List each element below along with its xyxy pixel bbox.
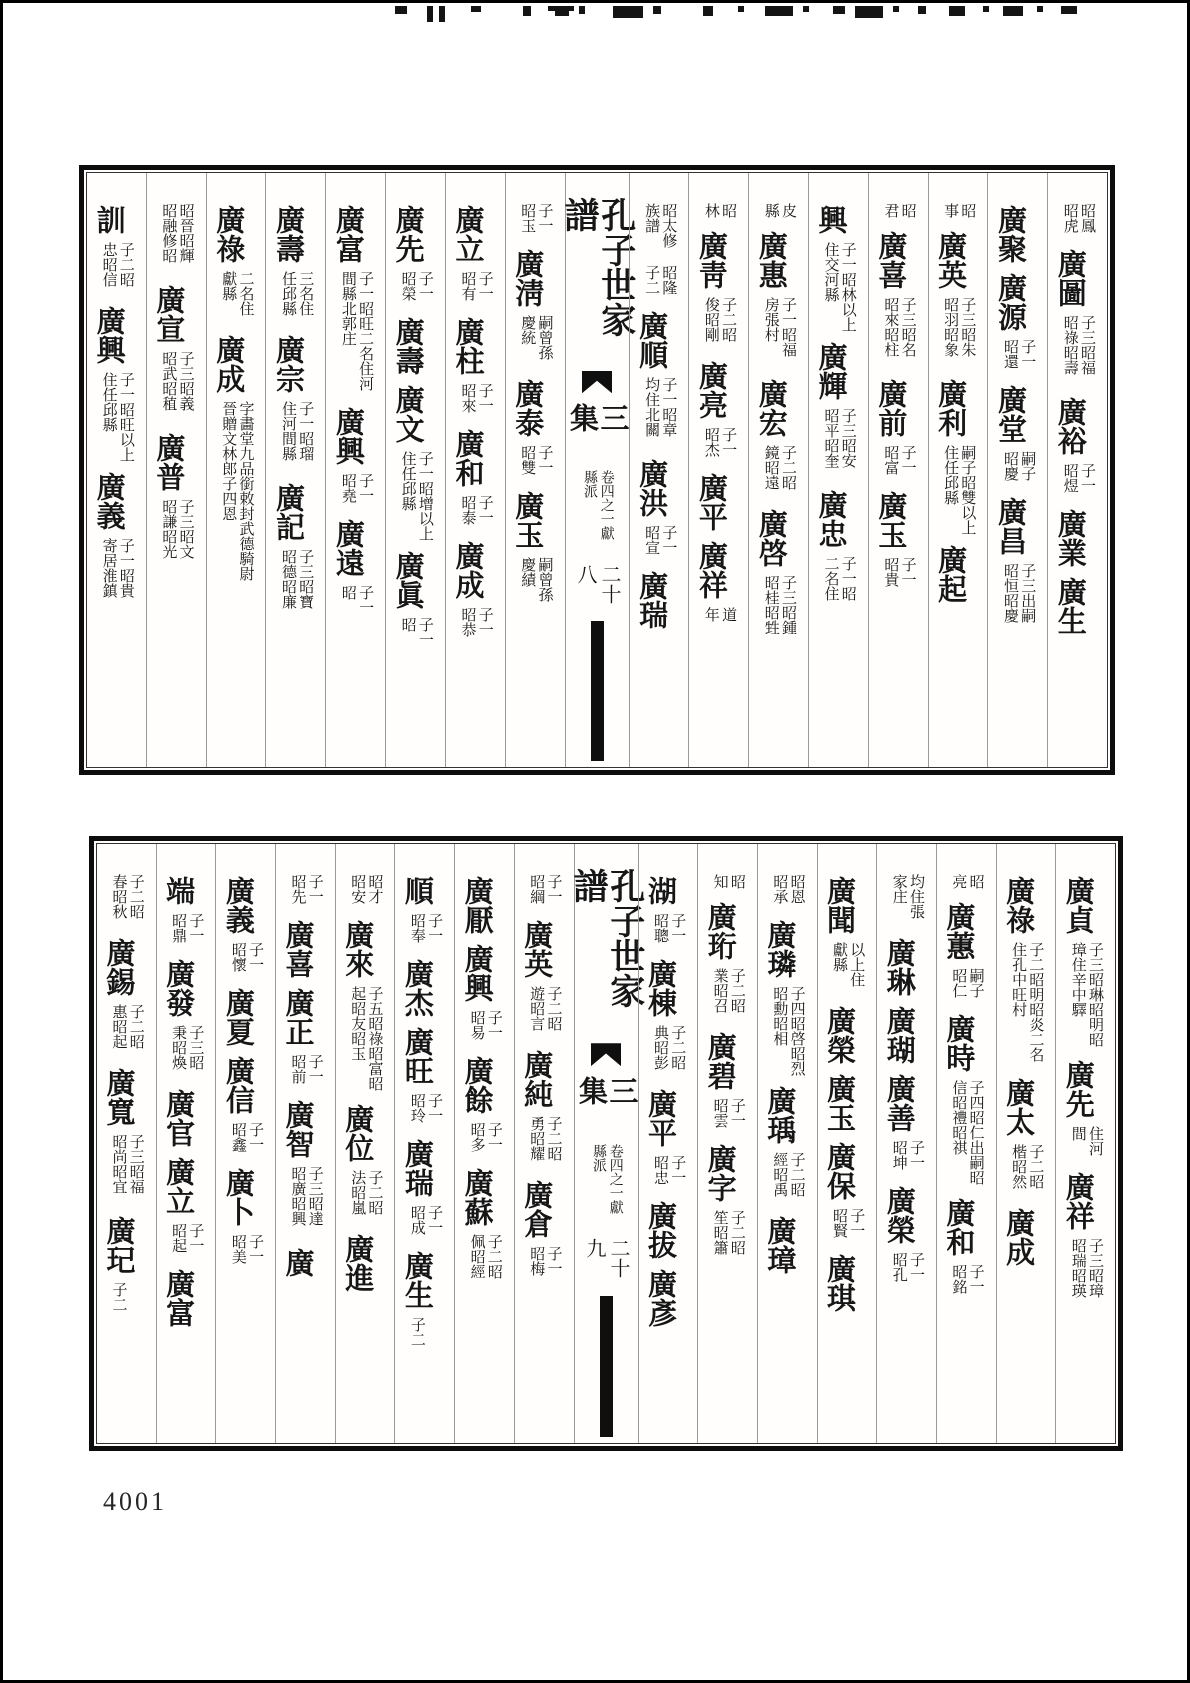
person-name: 廣瑞 bbox=[635, 571, 668, 629]
annotation: 子一昭玲 bbox=[408, 1093, 443, 1123]
annotation: 子一昭貴 bbox=[882, 557, 916, 587]
person-name: 廣太 bbox=[1002, 1078, 1035, 1136]
annotation: 子二昭遊昭言 bbox=[528, 986, 562, 1031]
annotation: 子一昭起 bbox=[170, 1223, 204, 1253]
ink-fragment bbox=[893, 6, 899, 12]
person-name: 廣輝 bbox=[814, 342, 847, 400]
person-name: 廣眞 bbox=[391, 551, 424, 609]
person-name: 廣平 bbox=[694, 473, 727, 531]
person-name: 廣珩 bbox=[703, 902, 736, 960]
annotation: 子三昭義昭武昭稙 bbox=[160, 351, 194, 411]
annotation: 子二昭鏡昭遠 bbox=[762, 445, 796, 490]
ink-fragment bbox=[949, 6, 965, 16]
ink-fragment bbox=[427, 6, 433, 22]
genealogy-column bbox=[394, 844, 454, 1443]
annotation: 子二昭明昭炎二名住孔中旺村 bbox=[1010, 942, 1044, 1062]
annotation: 子二昭業昭召 bbox=[711, 968, 745, 1013]
ink-fragment bbox=[703, 6, 713, 16]
person-name: 湖 bbox=[643, 876, 676, 905]
person-name: 廣善 bbox=[882, 1074, 915, 1132]
person-name: 廣信 bbox=[221, 1056, 254, 1114]
annotation: 子二昭佩昭經 bbox=[468, 1234, 502, 1279]
annotation: 子一昭宣 bbox=[643, 525, 677, 555]
annotation: 子一昭賢 bbox=[831, 1208, 865, 1238]
person-name: 廣瑀 bbox=[763, 1086, 796, 1144]
ink-fragment bbox=[579, 6, 585, 14]
person-name: 廣亮 bbox=[694, 361, 727, 419]
printed-page-number: 4001 bbox=[103, 1487, 167, 1516]
person-name: 廣來 bbox=[341, 920, 374, 978]
annotation: 子一昭多 bbox=[468, 1122, 502, 1152]
genealogy-box-top bbox=[79, 165, 1115, 775]
person-name: 廣生 bbox=[400, 1251, 433, 1309]
genealogy-column bbox=[97, 844, 156, 1443]
annotation: 子二昭笙昭簫 bbox=[711, 1210, 745, 1255]
collection-label: 三集 bbox=[575, 1076, 638, 1106]
ink-fragment bbox=[555, 6, 569, 16]
person-name: 廣瑚 bbox=[882, 1006, 915, 1064]
person-name: 廣拔 bbox=[643, 1201, 676, 1259]
collection-label: 三集 bbox=[566, 403, 629, 433]
person-name: 廣棟 bbox=[643, 959, 676, 1017]
annotation: 以上住獻縣 bbox=[831, 942, 865, 987]
ink-fragment bbox=[855, 6, 883, 18]
person-name: 廣蕙 bbox=[942, 902, 975, 960]
annotation: 昭隆子二 bbox=[643, 265, 677, 295]
person-name: 廣先 bbox=[391, 205, 424, 263]
annotation: 子一昭福房張村 bbox=[762, 297, 796, 357]
annotation: 子二昭楷昭然 bbox=[1010, 1144, 1044, 1189]
annotation: 子一昭美 bbox=[229, 1234, 264, 1264]
person-name: 廣杰 bbox=[400, 959, 433, 1017]
annotation: 子一昭煜 bbox=[1061, 463, 1095, 493]
person-name: 廣和 bbox=[942, 1198, 975, 1256]
person-name: 廣興 bbox=[460, 944, 493, 1002]
annotation: 三名住任邱縣 bbox=[280, 271, 314, 316]
annotation: 子一昭鑫 bbox=[229, 1122, 264, 1152]
genealogy-column bbox=[156, 844, 216, 1443]
person-name: 廣堂 bbox=[993, 385, 1026, 443]
person-name: 廣保 bbox=[823, 1142, 855, 1200]
person-name: 廣宏 bbox=[754, 379, 787, 437]
annotation: 子三昭璋昭瑞昭瑛 bbox=[1069, 1238, 1103, 1298]
annotation: 子二 bbox=[408, 1317, 425, 1347]
genealogy-column bbox=[206, 173, 266, 767]
person-name: 廣泰 bbox=[511, 379, 544, 437]
annotation: 子二昭勇昭耀 bbox=[528, 1116, 562, 1161]
annotation: 子二昭春昭秋 bbox=[110, 874, 144, 919]
person-name: 廣啓 bbox=[754, 509, 787, 567]
person-name: 廣立 bbox=[162, 1157, 195, 1215]
person-name: 端 bbox=[162, 876, 195, 905]
person-name: 廣正 bbox=[281, 988, 314, 1046]
annotation: 嗣子昭仁 bbox=[950, 968, 984, 998]
person-name: 廣成 bbox=[1002, 1208, 1035, 1266]
person-name: 廣餘 bbox=[460, 1056, 493, 1114]
annotation: 子二昭經昭禹 bbox=[771, 1152, 805, 1197]
annotation: 子一昭增以上住任邱縣 bbox=[399, 451, 433, 541]
annotation: 子三昭安昭平昭奎 bbox=[822, 408, 856, 468]
annotation: 皮縣 bbox=[762, 203, 796, 218]
ink-fragment bbox=[983, 6, 989, 12]
genealogy-column bbox=[335, 844, 395, 1443]
person-name: 廣義 bbox=[92, 472, 125, 530]
person-name: 廣碧 bbox=[703, 1032, 736, 1090]
person-name: 廣記 bbox=[272, 483, 304, 541]
annotation: 子一昭還 bbox=[1001, 339, 1036, 369]
person-name: 廣蘇 bbox=[460, 1168, 493, 1226]
annotation: 子一昭旺二名住河間縣北郭庄 bbox=[339, 271, 374, 391]
person-name: 廣喜 bbox=[281, 920, 314, 978]
black-tail-bar bbox=[600, 1296, 613, 1437]
annotation: 嗣子昭慶 bbox=[1001, 451, 1036, 481]
annotation: 子一昭奉 bbox=[408, 913, 443, 943]
person-name: 廣惠 bbox=[754, 231, 787, 289]
annotation: 子一昭梅 bbox=[528, 1246, 562, 1276]
genealogy-grid-top bbox=[86, 172, 1108, 768]
annotation: 子一昭林以上住交河縣 bbox=[822, 242, 856, 332]
person-name: 廣璋 bbox=[763, 1216, 796, 1274]
person-name: 廣忠 bbox=[814, 490, 847, 548]
ink-fragment bbox=[1003, 6, 1023, 16]
person-name: 廣位 bbox=[341, 1104, 374, 1162]
person-name: 廣壽 bbox=[391, 317, 424, 375]
person-name: 廣玉 bbox=[511, 491, 544, 549]
person-name: 廣瑞 bbox=[400, 1139, 433, 1197]
genealogy-column bbox=[936, 844, 996, 1443]
person-name: 廣業 bbox=[1053, 509, 1086, 567]
genealogy-column bbox=[1055, 844, 1115, 1443]
annotation: 子三出嗣昭恒昭慶 bbox=[1001, 563, 1036, 623]
ink-fragment bbox=[395, 6, 407, 14]
annotation: 道年 bbox=[702, 607, 737, 622]
annotation: 子三昭福昭尚昭宜 bbox=[110, 1134, 144, 1194]
person-name: 廣發 bbox=[162, 959, 195, 1017]
annotation: 子一昭貴寄居淮鎮 bbox=[100, 538, 134, 598]
person-name: 廣字 bbox=[703, 1144, 736, 1202]
genealogy-column bbox=[697, 844, 757, 1443]
volume-branch-label: 卷四之一獻縣派 bbox=[591, 1143, 623, 1214]
genealogy-column bbox=[928, 173, 988, 767]
title-column bbox=[560, 173, 636, 767]
person-name: 廣聞 bbox=[823, 876, 855, 934]
ink-fragment bbox=[471, 6, 481, 12]
person-name: 廣榮 bbox=[823, 1006, 855, 1064]
person-name: 廣琳 bbox=[882, 938, 915, 996]
annotation: 昭知 bbox=[711, 874, 745, 889]
person-name: 廣普 bbox=[152, 433, 185, 491]
person-name: 廣靑 bbox=[694, 231, 727, 289]
annotation: 子二昭俊昭剛 bbox=[702, 297, 737, 342]
book-title: 孔子世家譜 bbox=[569, 868, 645, 1008]
person-name: 廣生 bbox=[1053, 577, 1086, 635]
person-name: 廣順 bbox=[635, 311, 668, 369]
annotation: 嗣曾孫慶績 bbox=[519, 557, 553, 602]
genealogy-grid-bottom bbox=[96, 843, 1116, 1444]
annotation: 子三昭達昭廣昭興 bbox=[289, 1166, 323, 1226]
person-name: 廣柱 bbox=[451, 317, 484, 375]
person-name: 廣利 bbox=[934, 379, 967, 437]
ink-fragment bbox=[918, 6, 926, 14]
genealogy-column bbox=[385, 173, 445, 767]
annotation: 字畵堂九品銜敕封武德騎尉晉贈文林郎子四恩 bbox=[220, 401, 254, 581]
annotation: 子三昭秉昭煥 bbox=[170, 1025, 204, 1070]
annotation: 子四昭啓昭烈昭勳昭相 bbox=[771, 986, 805, 1076]
annotation: 子一昭榮 bbox=[399, 271, 433, 301]
annotation: 子一昭雲 bbox=[711, 1098, 745, 1128]
annotation: 昭太修族譜 bbox=[643, 203, 677, 248]
annotation: 昭才昭安 bbox=[349, 874, 383, 904]
person-name: 廣智 bbox=[281, 1100, 314, 1158]
person-name: 廣裕 bbox=[1053, 397, 1086, 455]
genealogy-column bbox=[629, 173, 689, 767]
annotation: 子三昭福昭祿昭壽 bbox=[1061, 315, 1095, 375]
annotation: 子一昭旺以上住任邱縣 bbox=[100, 372, 134, 462]
person-name: 廣倉 bbox=[520, 1180, 553, 1238]
person-name: 廣英 bbox=[520, 920, 553, 978]
folio-number: 二十八 bbox=[574, 564, 620, 605]
annotation: 子三昭朱昭羽昭象 bbox=[942, 297, 976, 357]
person-name: 廣前 bbox=[874, 379, 907, 437]
annotation: 子一昭鼎 bbox=[170, 913, 204, 943]
annotation: 住河間 bbox=[1069, 1126, 1103, 1156]
person-name: 訓 bbox=[92, 205, 125, 234]
person-name: 廣起 bbox=[934, 545, 967, 603]
person-name: 廣玉 bbox=[874, 491, 907, 549]
annotation: 子三昭鍾昭桂昭甡 bbox=[762, 575, 796, 635]
folio-number: 二十九 bbox=[583, 1238, 629, 1279]
genealogy-column bbox=[817, 844, 877, 1443]
annotation: 昭亮 bbox=[950, 874, 984, 889]
annotation: 子一昭有 bbox=[459, 271, 493, 301]
ink-fragment bbox=[738, 6, 744, 12]
annotation: 昭林 bbox=[702, 203, 737, 218]
person-name: 廣祥 bbox=[694, 541, 727, 599]
genealogy-column bbox=[808, 173, 868, 767]
person-name: 廣文 bbox=[391, 385, 424, 443]
annotation: 子四昭仁出嗣昭信昭禮昭祺 bbox=[950, 1080, 984, 1185]
annotation: 子一昭恭 bbox=[459, 607, 493, 637]
annotation: 子一昭 bbox=[399, 617, 433, 647]
person-name: 廣榮 bbox=[882, 1186, 915, 1244]
annotation: 二名住獻縣 bbox=[220, 271, 254, 316]
genealogy-column bbox=[688, 173, 748, 767]
person-name: 廣純 bbox=[520, 1050, 553, 1108]
genealogy-column bbox=[638, 844, 698, 1443]
person-name: 廣祿 bbox=[1002, 876, 1035, 934]
genealogy-column bbox=[1047, 173, 1107, 767]
annotation: 子一昭章均住北關 bbox=[643, 377, 677, 437]
genealogy-column bbox=[514, 844, 574, 1443]
annotation: 子一昭孔 bbox=[890, 1252, 924, 1282]
person-name: 廣官 bbox=[162, 1089, 195, 1147]
annotation: 子一昭綱 bbox=[528, 874, 562, 904]
ink-fragment bbox=[523, 6, 531, 16]
person-name: 廣義 bbox=[221, 876, 254, 934]
annotation: 嗣子昭雙以上住任邱縣 bbox=[942, 445, 976, 535]
annotation: 子二昭惠昭起 bbox=[110, 1004, 144, 1049]
person-name: 廣宗 bbox=[272, 335, 304, 393]
ink-fragment bbox=[613, 6, 643, 18]
annotation: 昭事 bbox=[942, 203, 976, 218]
genealogy-box-bottom bbox=[89, 836, 1123, 1451]
person-name: 廣平 bbox=[643, 1089, 676, 1147]
person-name: 廣寬 bbox=[102, 1068, 135, 1126]
person-name: 廣厭 bbox=[460, 876, 493, 934]
person-name: 廣興 bbox=[92, 306, 125, 364]
genealogy-column bbox=[146, 173, 206, 767]
annotation: 子一昭聰 bbox=[651, 913, 686, 943]
genealogy-column bbox=[325, 173, 385, 767]
annotation: 子二昭法昭嵐 bbox=[349, 1170, 383, 1215]
black-tail-bar bbox=[591, 621, 604, 761]
annotation: 子一昭二名住 bbox=[822, 556, 856, 601]
annotation: 子一昭坤 bbox=[890, 1140, 924, 1170]
person-name: 廣時 bbox=[942, 1014, 975, 1072]
annotation: 子二昭典昭彭 bbox=[651, 1025, 686, 1070]
person-name: 廣貞 bbox=[1061, 876, 1094, 934]
genealogy-column bbox=[757, 844, 817, 1443]
genealogy-column bbox=[87, 173, 146, 767]
annotation: 子三昭寶昭德昭廉 bbox=[280, 549, 314, 609]
ink-fragment bbox=[765, 6, 793, 16]
person-name: 廣成 bbox=[212, 335, 245, 393]
annotation: 子一昭懷 bbox=[229, 942, 264, 972]
genealogy-column bbox=[275, 844, 335, 1443]
person-name: 廣和 bbox=[451, 429, 484, 487]
person-name: 廣琪 bbox=[823, 1254, 855, 1312]
person-name: 廣祿 bbox=[212, 205, 245, 263]
genealogy-column bbox=[445, 173, 505, 767]
person-name: 廣興 bbox=[331, 407, 364, 465]
annotation: 子一昭來 bbox=[459, 383, 493, 413]
annotation: 昭鳳昭虎 bbox=[1061, 203, 1095, 233]
person-name: 廣進 bbox=[341, 1234, 374, 1292]
annotation: 子一昭易 bbox=[468, 1010, 502, 1040]
annotation: 子一昭玉 bbox=[519, 203, 553, 233]
annotation: 均住張家庄 bbox=[890, 874, 924, 919]
person-name: 廣旺 bbox=[400, 1027, 433, 1085]
person-name: 廣立 bbox=[451, 205, 484, 263]
annotation: 子一昭雙 bbox=[519, 445, 553, 475]
volume-branch-label: 卷四之一獻縣派 bbox=[582, 470, 614, 541]
person-name: 廣喜 bbox=[874, 231, 907, 289]
person-name: 順 bbox=[400, 876, 433, 905]
genealogy-column bbox=[265, 173, 325, 767]
person-name: 廣璘 bbox=[763, 920, 796, 978]
person-name: 廣夏 bbox=[221, 988, 254, 1046]
person-name: 廣宣 bbox=[152, 285, 185, 343]
person-name: 廣玘 bbox=[102, 1216, 135, 1274]
annotation: 子一昭杰 bbox=[702, 427, 737, 457]
person-name: 廣錫 bbox=[102, 938, 135, 996]
annotation: 子二 bbox=[110, 1282, 127, 1312]
person-name: 興 bbox=[814, 205, 847, 234]
genealogy-column bbox=[748, 173, 808, 767]
annotation: 子一昭富 bbox=[882, 445, 916, 475]
genealogy-column bbox=[868, 173, 928, 767]
title-column bbox=[569, 844, 645, 1443]
annotation: 子一昭銘 bbox=[950, 1264, 984, 1294]
ink-fragment bbox=[833, 6, 845, 14]
annotation: 子一昭先 bbox=[289, 874, 323, 904]
fishtail-mark-icon bbox=[582, 371, 612, 394]
annotation: 子二昭忠昭信 bbox=[100, 242, 134, 287]
ink-fragment bbox=[439, 6, 445, 22]
annotation: 子五昭祿昭富昭起昭友昭玉 bbox=[349, 986, 383, 1091]
person-name: 廣 bbox=[281, 1248, 314, 1277]
person-name: 廣富 bbox=[331, 205, 364, 263]
annotation: 子一昭成 bbox=[408, 1205, 443, 1235]
person-name: 廣成 bbox=[451, 541, 484, 599]
person-name: 廣淸 bbox=[511, 249, 544, 307]
person-name: 廣昌 bbox=[993, 497, 1026, 555]
genealogy-column bbox=[215, 844, 275, 1443]
ink-fragment bbox=[1061, 6, 1077, 14]
annotation: 子一昭 bbox=[339, 585, 374, 615]
annotation: 昭恩昭承 bbox=[771, 874, 805, 904]
person-name: 廣遠 bbox=[331, 519, 364, 577]
person-name: 廣英 bbox=[934, 231, 967, 289]
ink-fragment bbox=[1037, 6, 1043, 12]
person-name: 廣卜 bbox=[221, 1168, 254, 1226]
annotation: 子三昭文昭謙昭光 bbox=[160, 499, 194, 559]
person-name: 廣聚 bbox=[993, 205, 1026, 263]
person-name: 廣洪 bbox=[635, 459, 668, 517]
annotation: 子一昭堯 bbox=[339, 473, 374, 503]
annotation: 子一昭前 bbox=[289, 1054, 323, 1084]
ink-fragment bbox=[803, 6, 809, 12]
annotation: 昭君 bbox=[882, 203, 916, 218]
person-name: 廣彥 bbox=[643, 1269, 676, 1327]
annotation: 子一昭瑠住河間縣 bbox=[280, 401, 314, 461]
genealogy-column bbox=[987, 173, 1047, 767]
annotation: 子一昭忠 bbox=[651, 1155, 686, 1185]
genealogy-column bbox=[996, 844, 1056, 1443]
person-name: 廣祥 bbox=[1061, 1172, 1094, 1230]
genealogy-column bbox=[876, 844, 936, 1443]
annotation: 子三昭名昭來昭柱 bbox=[882, 297, 916, 357]
annotation: 昭晉昭輝昭融修昭 bbox=[160, 203, 194, 263]
fishtail-mark-icon bbox=[591, 1043, 621, 1066]
annotation: 子一昭泰 bbox=[459, 495, 493, 525]
annotation: 子三昭琳昭明昭璋住辛中驛 bbox=[1069, 942, 1103, 1047]
book-title: 孔子世家譜 bbox=[560, 197, 636, 337]
person-name: 廣圖 bbox=[1053, 249, 1086, 307]
person-name: 廣壽 bbox=[272, 205, 304, 263]
genealogy-column bbox=[505, 173, 565, 767]
person-name: 廣玉 bbox=[823, 1074, 855, 1132]
person-name: 廣先 bbox=[1061, 1060, 1094, 1118]
person-name: 廣富 bbox=[162, 1269, 195, 1327]
genealogy-column bbox=[454, 844, 514, 1443]
person-name: 廣源 bbox=[993, 273, 1026, 331]
annotation: 嗣曾孫慶統 bbox=[519, 315, 553, 360]
ink-fragment bbox=[653, 6, 661, 14]
